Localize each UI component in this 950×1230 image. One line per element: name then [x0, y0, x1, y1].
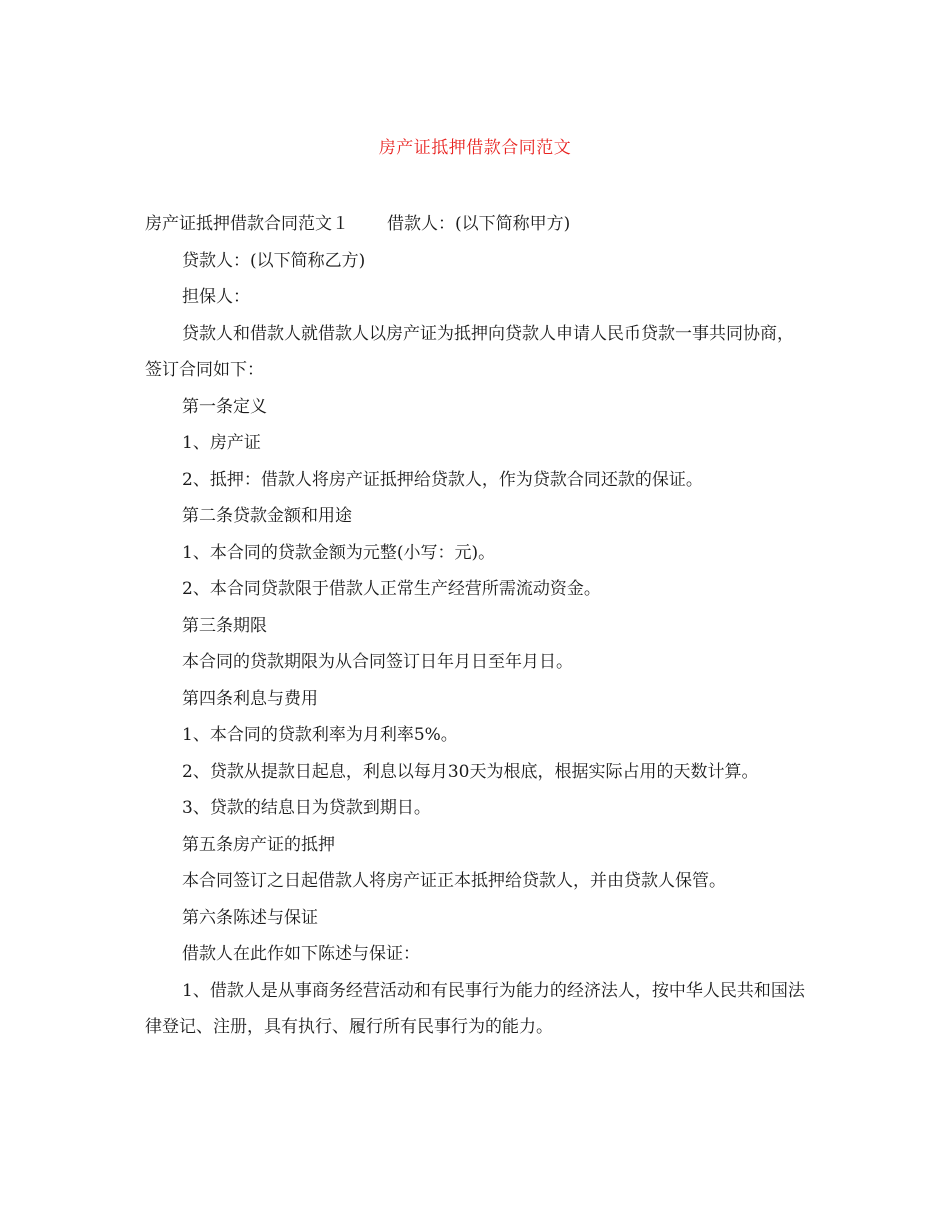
paragraph: 第六条陈述与保证 — [182, 907, 318, 928]
paragraph: 1、房产证 — [182, 433, 261, 453]
paragraph: 本合同的贷款期限为从合同签订日年月日至年月日。 — [182, 652, 573, 672]
paragraph: 借款人在此作如下陈述与保证： — [182, 944, 420, 964]
contract-heading: 房产证抵押借款合同范文１ — [145, 214, 349, 234]
paragraph: 第三条期限 — [182, 615, 267, 636]
paragraph: 3、贷款的结息日为贷款到期日。 — [182, 798, 431, 818]
paragraph: 贷款人和借款人就借款人以房产证为抵押向贷款人申请人民币贷款一事共同协商，签订合同如下： — [145, 323, 794, 380]
paragraph: 贷款人：(以下简称乙方) — [182, 250, 366, 271]
paragraph: 担保人： — [182, 287, 250, 307]
paragraph: 1、本合同的贷款利率为月利率5%。 — [182, 725, 458, 745]
paragraph: 第五条房产证的抵押 — [182, 834, 335, 855]
paragraph: 1、本合同的贷款金额为元整(小写：元)。 — [182, 542, 496, 563]
paragraph: 1、借款人是从事商务经营活动和有民事行为能力的经济法人，按中华人民共和国法律登记、注册，具有执行、履行所有民事行为的能力。 — [145, 980, 805, 1037]
paragraph: 2、抵押：借款人将房产证抵押给贷款人，作为贷款合同还款的保证。 — [182, 469, 703, 490]
paragraph: 第一条定义 — [182, 396, 267, 417]
intro-line — [145, 206, 805, 243]
paragraph: 第四条利息与费用 — [182, 688, 318, 709]
paragraph: 2、本合同贷款限于借款人正常生产经营所需流动资金。 — [182, 579, 601, 599]
paragraph: 第二条贷款金额和用途 — [182, 506, 352, 526]
borrower-line: 借款人：(以下简称甲方) — [387, 214, 571, 234]
paragraph: 2、贷款从提款日起息，利息以每月30天为根底，根据实际占用的天数计算。 — [182, 761, 759, 782]
document-body — [145, 206, 805, 1046]
document-title: 房产证抵押借款合同范文 — [378, 138, 572, 158]
paragraph: 本合同签订之日起借款人将房产证正本抵押给贷款人，并由贷款人保管。 — [182, 871, 726, 891]
